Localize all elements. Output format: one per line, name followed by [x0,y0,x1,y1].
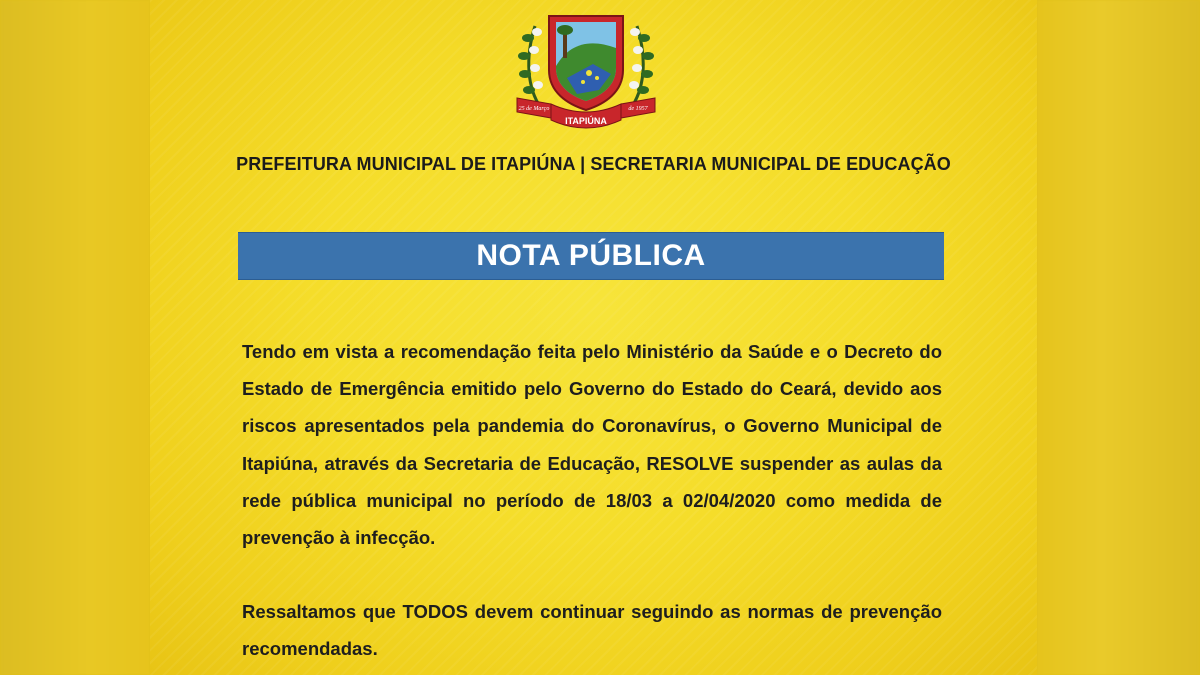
notice-paragraph-1: Tendo em vista a recomendação feita pelo Ministério da Saúde e o Decreto do Estado de Emergência emitido pelo Governo do Estado do Ceará, devido aos riscos apresentados pela pandemia do Coronavírus, o Governo Municipal de Itapiúna, através da Secretaria de Educação, RESOLVE suspender as aulas da rede pública municipal no período de 18/03 a 02/04/2020 como medida de prevenção à infecção. [242,341,942,549]
shield-icon [549,16,623,110]
ribbon-right-text: de 1957 [628,106,648,112]
notice-title-banner [238,232,944,280]
ribbon-center-text: ITAPIÚNA [565,116,607,126]
blurred-right-margin [1037,0,1200,675]
left-branch-icon [518,26,543,108]
notice-body [242,333,942,668]
public-notice-poster [150,0,1037,675]
ribbon-left-text: 25 de Março [518,106,550,112]
notice-paragraph-2: Ressaltamos que TODOS devem continuar seguindo as normas de prevenção recomendadas. [242,601,942,660]
blurred-left-margin [0,0,150,675]
municipal-coat-of-arms [511,8,661,138]
right-branch-icon [629,26,654,108]
notice-title: NOTA PÚBLICA [476,239,706,272]
institution-header: PREFEITURA MUNICIPAL DE ITAPIÚNA | SECRETARIA MUNICIPAL DE EDUCAÇÃO [236,154,951,174]
